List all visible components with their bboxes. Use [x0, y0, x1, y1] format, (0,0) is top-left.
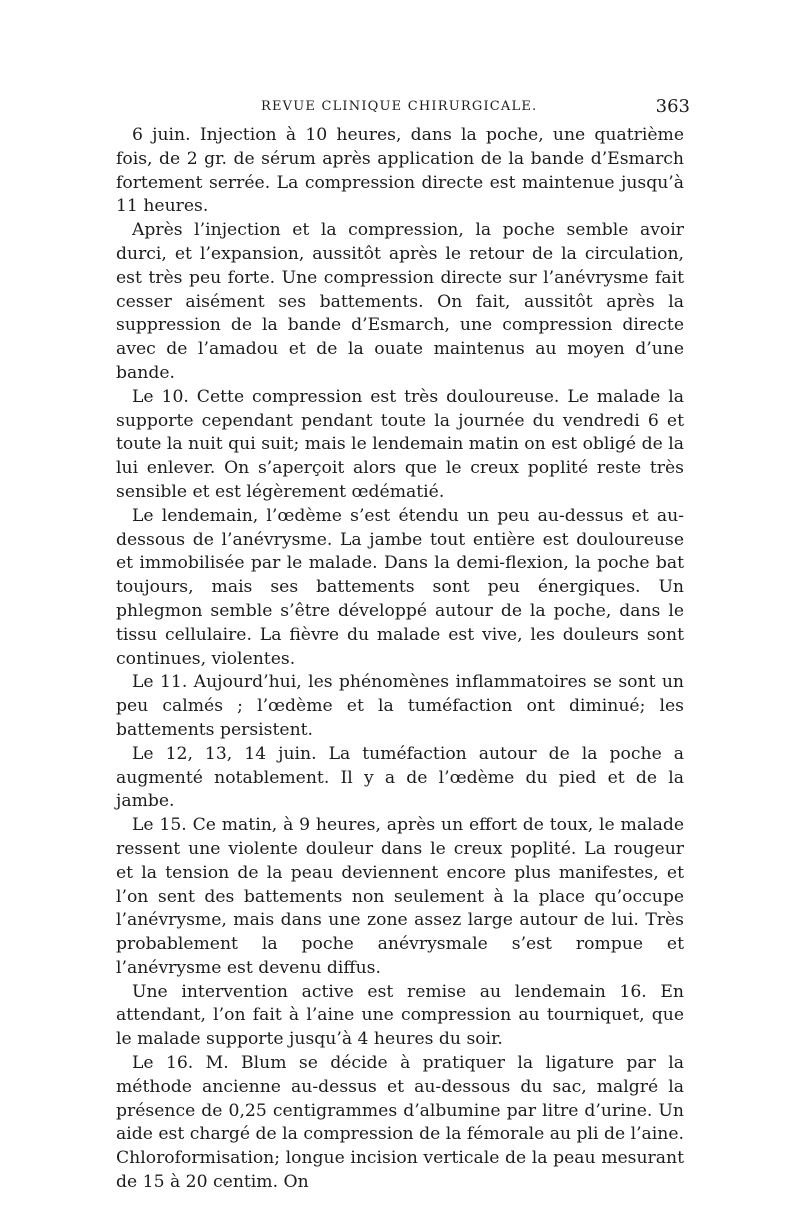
paragraph: Le 10. Cette compression est très douloureuse. Le malade la supporte cependant pendant toute la journée du vendredi 6 et toute la nuit qui suit; mais le lendemain matin on est obligé de la lui enlever. On s’aperçoit alors que le creux poplité reste très sensible et est légèrement œdématié. [116, 386, 684, 502]
paragraph: Le 12, 13, 14 juin. La tuméfaction autour de la poche a augmenté notablement. Il y a de l’œdème du pied et de la jambe. [116, 743, 684, 812]
page-header [116, 96, 690, 120]
paragraph: 6 juin. Injection à 10 heures, dans la poche, une quatrième fois, de 2 gr. de sérum après application de la bande d’Esmarch fortement serrée. La compression directe est maintenue jusqu’à 11 heures. [116, 125, 684, 217]
running-title: REVUE CLINIQUE CHIRURGICALE. [261, 99, 538, 114]
paragraph: Le 11. Aujourd’hui, les phénomènes inflammatoires se sont un peu calmés ; l’œdème et la tuméfaction ont diminué; les battements persistent. [116, 672, 684, 740]
paragraph: Le 15. Ce matin, à 9 heures, après un effort de toux, le malade ressent une violente douleur dans le creux poplité. La rougeur et la tension de la peau deviennent encore plus manifestes, et l’on sent des battements non seulement à la place qu’occupe l’anévrysme, mais dans une zone assez large autour de lui. Très probablement la poche anévrysmale s’est rompue et l’anévrysme est devenu diffus. [116, 815, 684, 978]
paragraph: Le 16. M. Blum se décide à pratiquer la ligature par la méthode ancienne au-dessus et au-dessous du sac, malgré la présence de 0,25 centigrammes d’albumine par litre d’urine. Un aide est chargé de la compression de la fémorale au pli de l’aine. Chloroformisation; longue incision verticale de la peau mesurant de 15 à 20 centim. On [116, 1053, 684, 1193]
page-number: 363 [655, 96, 690, 117]
page-body [116, 124, 684, 1195]
paragraph: Après l’injection et la compression, la poche semble avoir durci, et l’expansion, aussitôt après le retour de la circulation, est très peu forte. Une compression directe sur l’anévrysme fait cesser aisément ses battements. On fait, aussitôt après la suppression de la bande d’Esmarch, une compression directe avec de l’amadou et de la ouate maintenus au moyen d’une bande. [116, 220, 684, 383]
paragraph: Une intervention active est remise au lendemain 16. En attendant, l’on fait à l’aine une compression au tourniquet, que le malade supporte jusqu’à 4 heures du soir. [116, 981, 684, 1050]
paragraph: Le lendemain, l’œdème s’est étendu un peu au-dessus et au-dessous de l’anévrysme. La jambe tout entière est douloureuse et immobilisée par le malade. Dans la demi-flexion, la poche bat toujours, mais ses battements sont peu énergiques. Un phlegmon semble s’être développé autour de la poche, dans le tissu cellulaire. La fièvre du malade est vive, les douleurs sont continues, violentes. [116, 505, 684, 669]
